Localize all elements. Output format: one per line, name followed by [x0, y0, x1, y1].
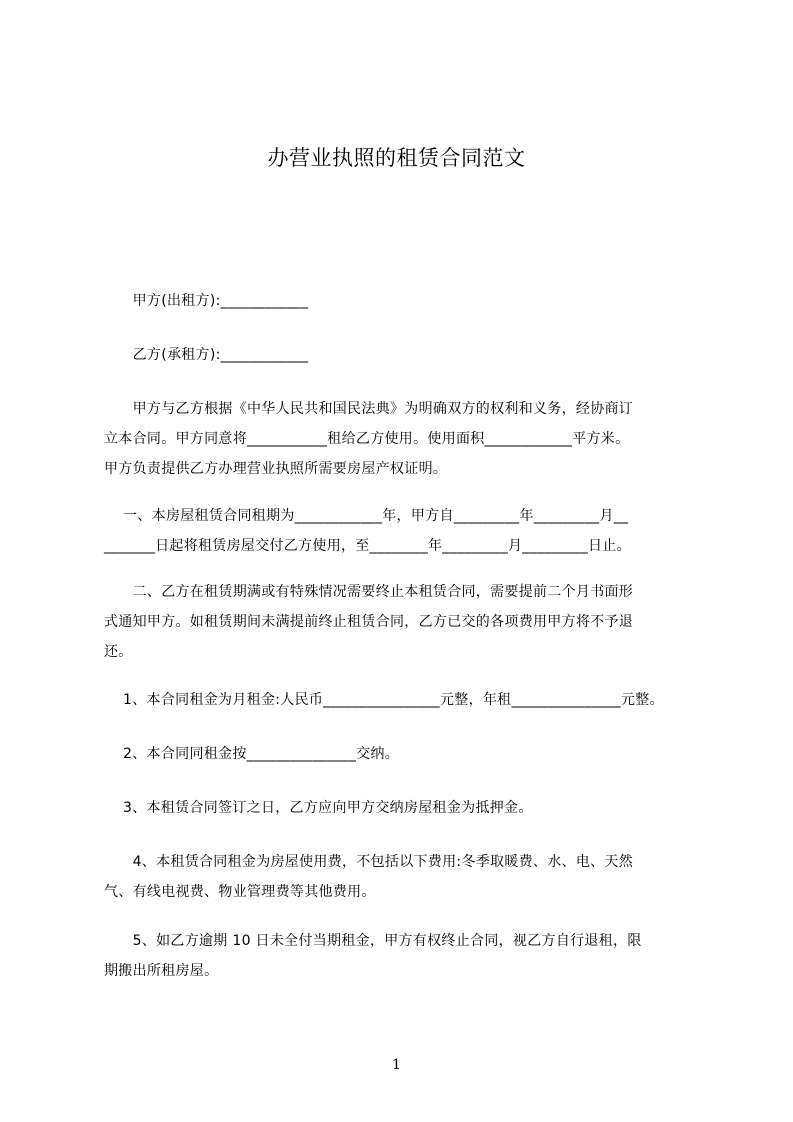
clause-1-paragraph [104, 501, 716, 561]
item-2-line: 2、本合同同租金按_______________交纳。 [104, 746, 400, 762]
clause-1-line-2: _______日起将租赁房屋交付乙方使用，至________年_________月_________日止。 [104, 538, 631, 554]
item-5-paragraph [104, 926, 716, 986]
clause-2-line-3: 还。 [104, 644, 133, 660]
item-3-paragraph [104, 793, 716, 823]
clause-1-line-1: 一、本房屋租赁合同租期为____________年，甲方自_________年_________月__ [104, 508, 629, 524]
intro-paragraph [104, 394, 716, 484]
intro-line-1: 甲方与乙方根据《中华人民共和国民法典》为明确双方的权利和义务，经协商订 [104, 401, 634, 417]
party-b-paragraph [104, 340, 716, 370]
page-number: 1 [392, 1057, 401, 1073]
document-title: 办营业执照的租赁合同范文 [267, 146, 526, 170]
party-a-paragraph [104, 286, 716, 316]
party-a-line: 甲方(出租方):____________ [104, 293, 309, 309]
item-3-line: 3、本租赁合同签订之日，乙方应向甲方交纳房屋租金为抵押金。 [104, 800, 533, 816]
item-2-paragraph [104, 739, 716, 769]
item-1-paragraph [104, 685, 716, 715]
item-4-line-1: 4、本租赁合同租金为房屋使用费，不包括以下费用:冬季取暖费、水、电、天然 [104, 854, 634, 870]
intro-line-2: 立本合同。甲方同意将___________租给乙方使用。使用面积____________平方米。 [104, 431, 630, 447]
clause-2-line-1: 二、乙方在租赁期满或有特殊情况需要终止本租赁合同，需要提前二个月书面形 [104, 584, 634, 600]
clause-2-line-2: 式通知甲方。如租赁期间未满提前终止租赁合同，乙方已交的各项费用甲方将不予退 [104, 614, 634, 630]
item-4-paragraph [104, 847, 716, 907]
item-4-line-2: 气、有线电视费、物业管理费等其他费用。 [104, 884, 376, 900]
item-5-line-2: 期搬出所租房屋。 [104, 963, 219, 979]
clause-2-paragraph [104, 577, 716, 667]
intro-line-3: 甲方负责提供乙方办理营业执照所需要房屋产权证明。 [104, 461, 448, 477]
item-1-line: 1、本合同租金为月租金:人民币________________元整，年租_______________元整。 [104, 692, 664, 708]
party-b-line: 乙方(承租方):____________ [104, 347, 309, 363]
item-5-line-1: 5、如乙方逾期 10 日未全付当期租金，甲方有权终止合同，视乙方自行退租，限 [104, 933, 642, 949]
